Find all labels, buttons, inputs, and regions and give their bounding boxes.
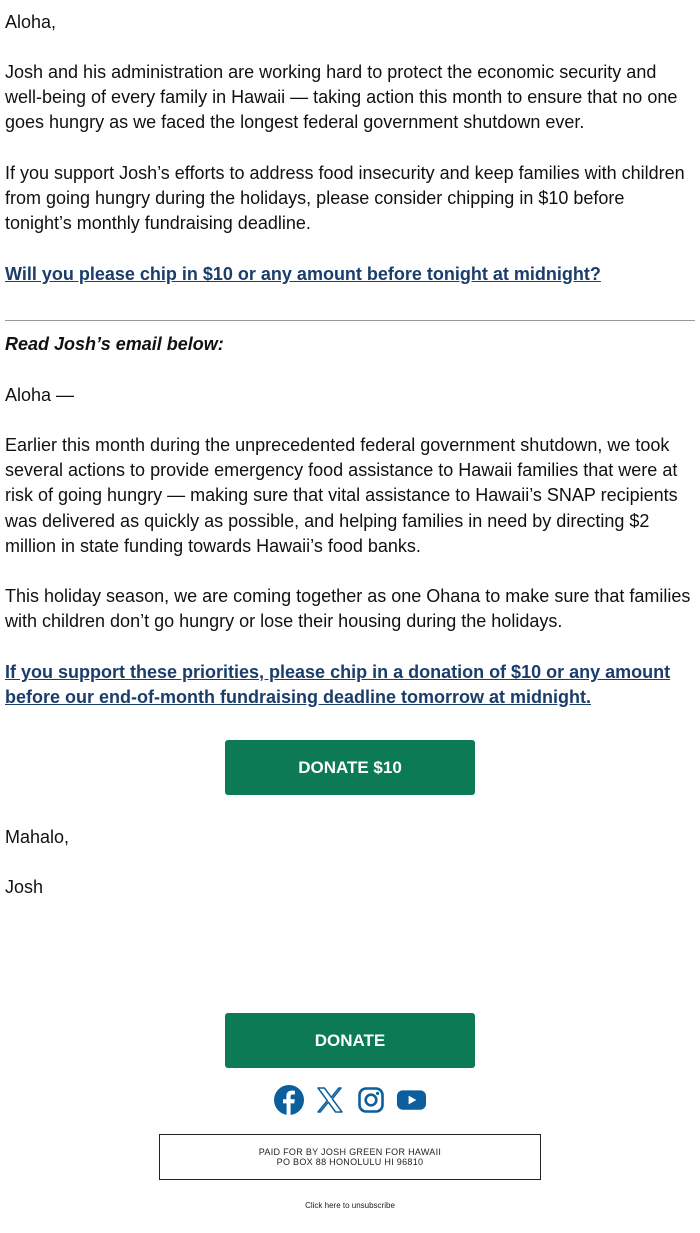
- signoff: Mahalo,: [5, 827, 70, 847]
- email-heading: Read Josh’s email below:: [5, 334, 224, 354]
- youtube-icon[interactable]: [396, 1085, 427, 1116]
- signature: Josh: [5, 877, 44, 897]
- email-greeting: Aloha —: [5, 385, 75, 405]
- x-icon[interactable]: [314, 1085, 345, 1116]
- email-paragraph-2: This holiday season, we are coming together as one Ohana to make sure that families with children don’t go hungry or lose their housing during the holidays.: [5, 586, 691, 632]
- paid-for-box: [159, 1134, 541, 1180]
- donate-button[interactable]: DONATE: [225, 1013, 475, 1068]
- email-donate-link[interactable]: If you support these priorities, please chip in a donation of $10 or any amount before our end-of-month fundraising deadline tomorrow at midnight.: [5, 662, 671, 708]
- email-paragraph-1: Earlier this month during the unprecedented federal government shutdown, we took several actions to provide emergency food assistance to Hawaii families that were at risk of going hungry — making sure that vital assistance to Hawaii’s SNAP recipients was delivered as quickly as possible, and helping families in need by directing $2 million in state funding towards Hawaii’s food banks.: [5, 435, 678, 556]
- facebook-icon[interactable]: [273, 1085, 304, 1116]
- intro-donate-link-wrap: [5, 262, 695, 287]
- donate-10-button[interactable]: DONATE $10: [225, 740, 475, 795]
- paid-for-line-1: PAID FOR BY JOSH GREEN FOR HAWAII: [258, 1147, 442, 1157]
- instagram-icon[interactable]: [355, 1085, 386, 1116]
- intro-greeting: Aloha,: [5, 12, 57, 32]
- paid-for-line-2: PO BOX 88 HONOLULU HI 96810: [276, 1157, 424, 1167]
- email-donate-link-wrap: [5, 660, 695, 710]
- unsubscribe-link[interactable]: Click here to unsubscribe: [305, 1201, 395, 1210]
- intro-donate-link[interactable]: Will you please chip in $10 or any amount before tonight at midnight?: [5, 264, 601, 284]
- intro-paragraph-1: Josh and his administration are working hard to protect the economic security and well-being of every family in Hawaii — taking action this month to ensure that no one goes hungry as we faced the longest federal government shutdown ever.: [5, 62, 678, 133]
- divider: [5, 320, 695, 321]
- social-links: [0, 1083, 700, 1117]
- intro-paragraph-2: If you support Josh’s efforts to address food insecurity and keep families with children from going hungry during the holidays, please consider chipping in $10 before tonight’s monthly fundraising deadline.: [5, 163, 685, 234]
